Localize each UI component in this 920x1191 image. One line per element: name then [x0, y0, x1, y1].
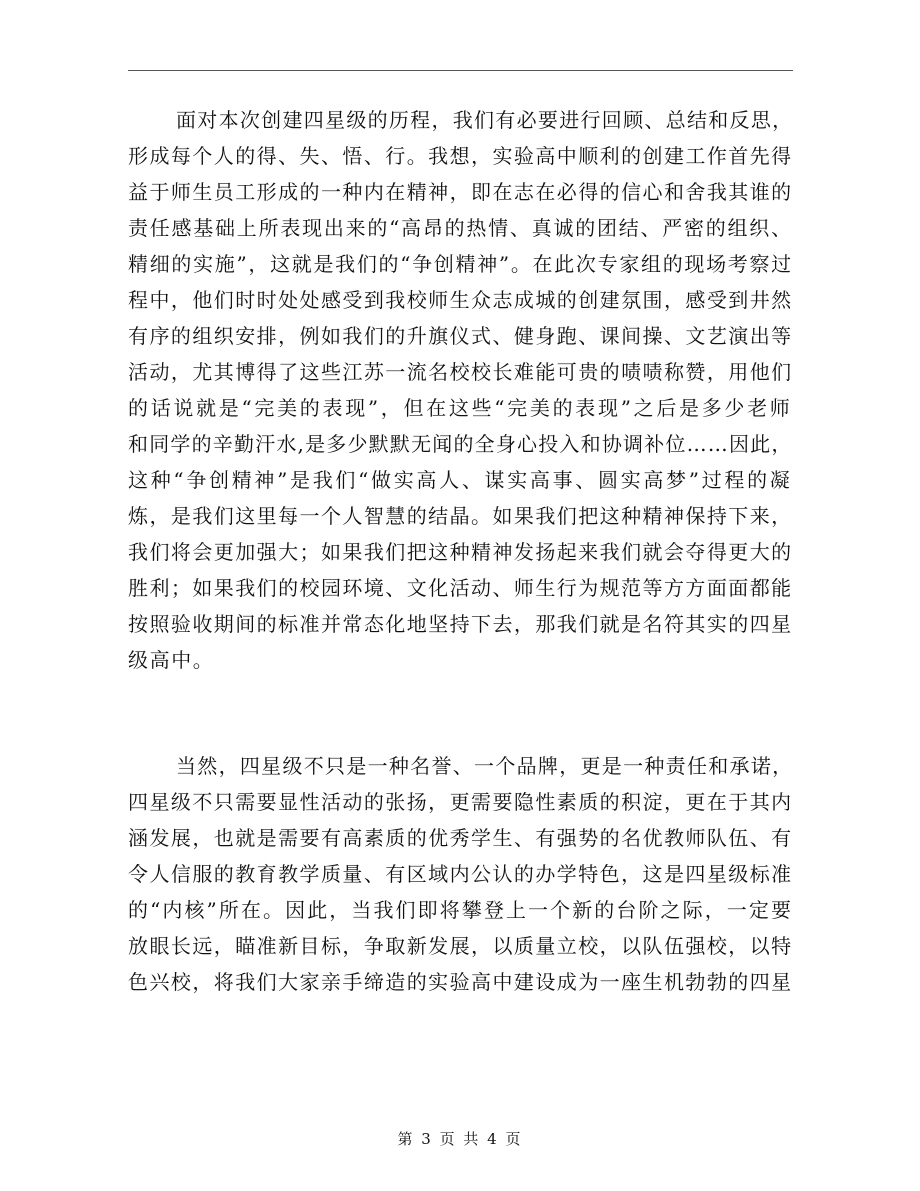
- paragraph-line: 炼，是我们这里每一个人智慧的结晶。如果我们把这种精神保持下来，: [128, 504, 793, 528]
- paragraph-line: 胜利；如果我们的校园环境、文化活动、师生行为规范等方方面面都能: [128, 576, 793, 600]
- paragraph-line: 我们将会更加强大；如果我们把这种精神发扬起来我们就会夺得更大的: [128, 540, 793, 564]
- paragraph-line: 级高中。: [128, 648, 215, 672]
- paragraph-line: 程中，他们时时处处感受到我校师生众志成城的创建氛围，感受到井然: [128, 288, 793, 312]
- paragraph-line: 放眼长远，瞄准新目标，争取新发展，以质量立校，以队伍强校，以特: [128, 934, 793, 958]
- paragraph-line: 这种“争创精神”是我们“做实高人、谋实高事、圆实高梦”过程的凝: [128, 468, 793, 492]
- paragraph-line: 活动，尤其博得了这些江苏一流名校校长难能可贵的啧啧称赞，用他们: [128, 360, 793, 384]
- paragraph-line: 按照验收期间的标准并常态化地坚持下去，那我们就是名符其实的四星: [128, 612, 793, 636]
- paragraph-line: 令人信服的教育教学质量、有区域内公认的办学特色，这是四星级标准: [128, 862, 793, 886]
- paragraph-line: 当然，四星级不只是一种名誉、一个品牌，更是一种责任和承诺，: [176, 754, 794, 778]
- page-number-footer: 第 3 页 共 4 页: [397, 1130, 523, 1148]
- header-rule: [128, 70, 793, 71]
- paragraph-line: 的“内核”所在。因此，当我们即将攀登上一个新的台阶之际，一定要: [128, 898, 794, 922]
- paragraph-line: 面对本次创建四星级的历程，我们有必要进行回顾、总结和反思，: [176, 108, 794, 132]
- paragraph-line: 色兴校，将我们大家亲手缔造的实验高中建设成为一座生机勃勃的四星: [128, 970, 793, 994]
- paragraph-line: 形成每个人的得、失、悟、行。我想，实验高中顺利的创建工作首先得: [128, 144, 793, 168]
- paragraph-line: 精细的实施”，这就是我们的“争创精神”。在此次专家组的现场考察过: [128, 252, 793, 276]
- paragraph-line: 责任感基础上所表现出来的“高昂的热情、真诚的团结、严密的组织、: [128, 216, 793, 240]
- paragraph-line: 有序的组织安排，例如我们的升旗仪式、健身跑、课间操、文艺演出等: [128, 324, 793, 348]
- paragraph-line: 四星级不只需要显性活动的张扬，更需要隐性素质的积淀，更在于其内: [128, 790, 793, 814]
- paragraph-line: 和同学的辛勤汗水,是多少默默无闻的全身心投入和协调补位……因此，: [128, 432, 793, 456]
- paragraph-line: 益于师生员工形成的一种内在精神，即在志在必得的信心和舍我其谁的: [128, 180, 793, 204]
- paragraph-line: 涵发展，也就是需要有高素质的优秀学生、有强势的名优教师队伍、有: [128, 826, 793, 850]
- paragraph-line: 的话说就是“完美的表现”，但在这些“完美的表现”之后是多少老师: [128, 396, 793, 420]
